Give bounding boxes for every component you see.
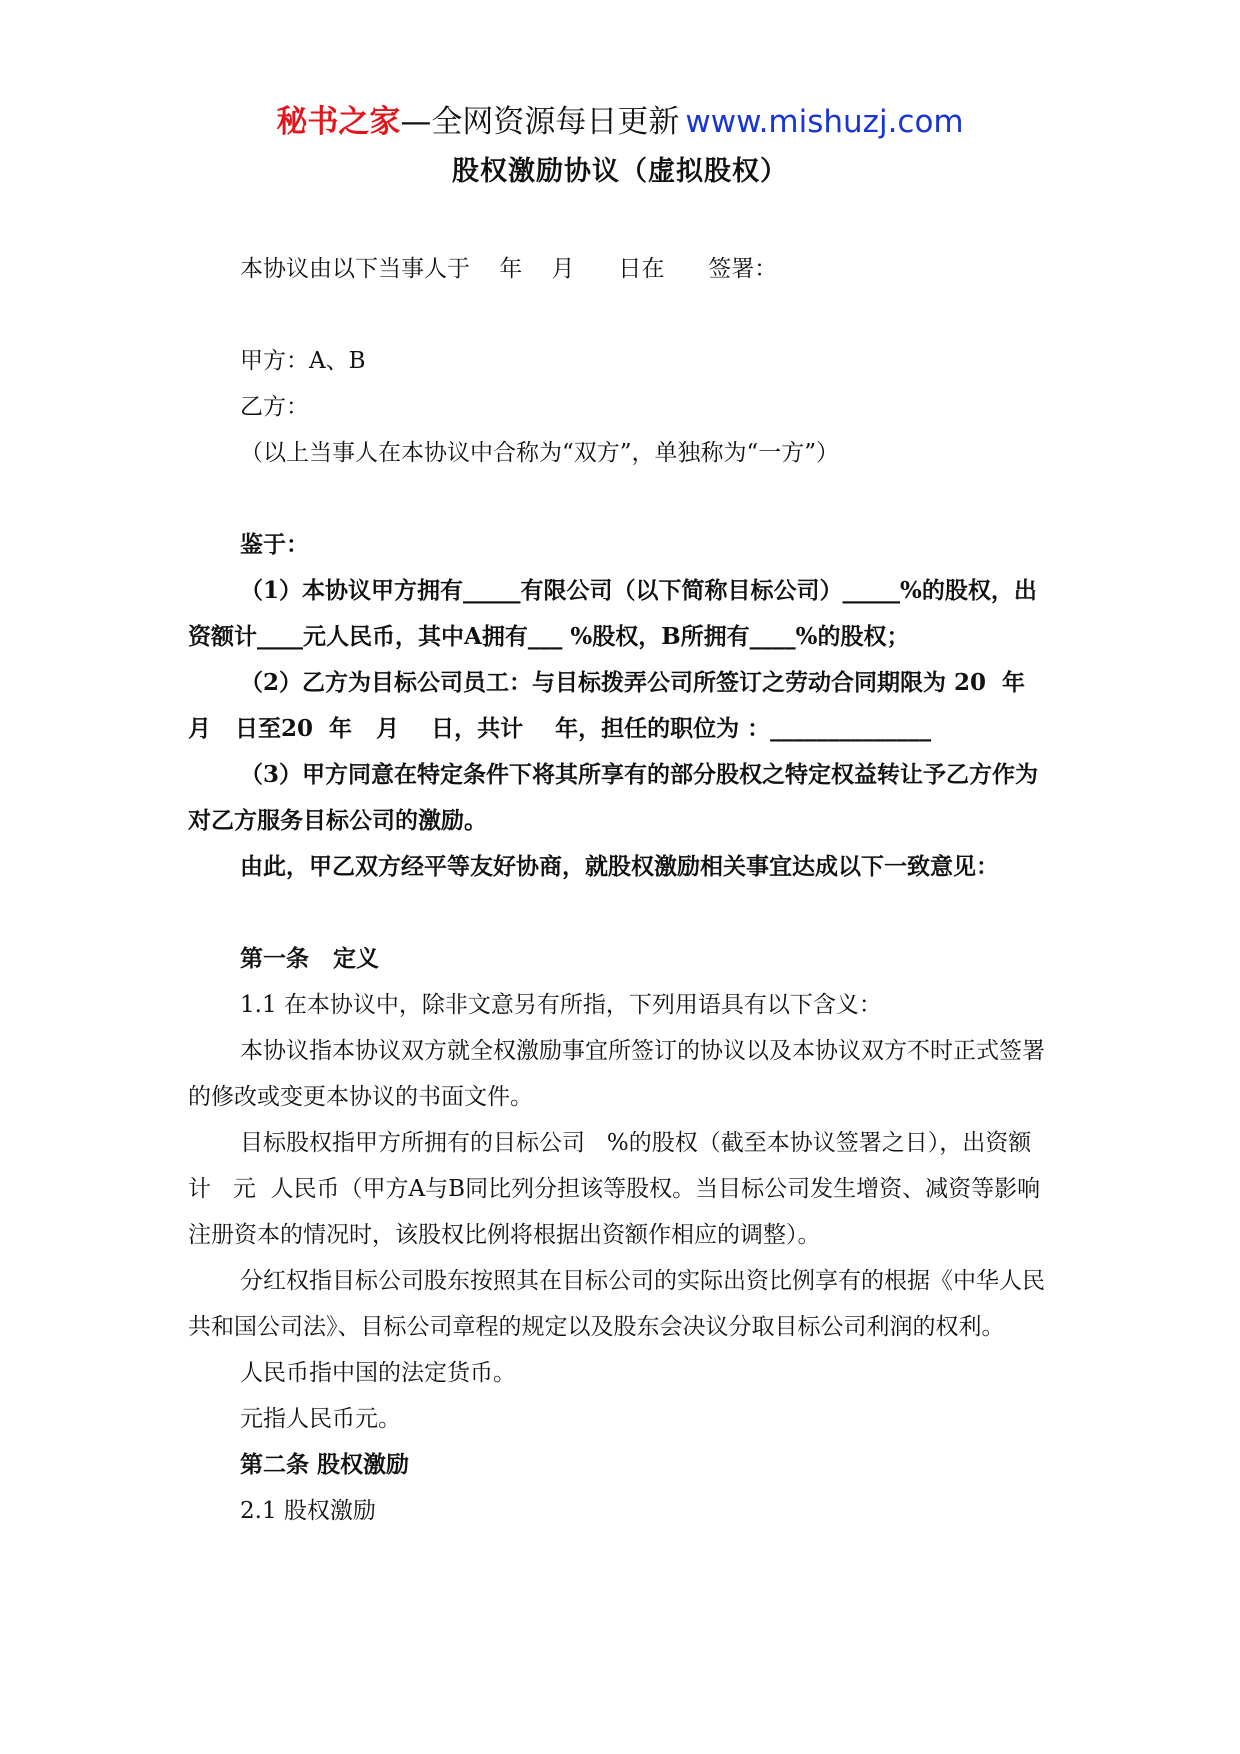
party-a-line: 甲方：A、B xyxy=(240,348,366,374)
whereas-item-3: （3）甲方同意在特定条件下将其所享有的部分股权之特定权益转让予乙方作为对乙方服务目标公司的激励。 xyxy=(188,761,1039,834)
intro-paragraph: 本协议由以下当事人于 年 月 日在 签署： xyxy=(240,256,778,282)
article-2-heading: 第二条 股权激励 xyxy=(240,1451,410,1478)
whereas-conclusion: 由此，甲乙双方经平等友好协商，就股权激励相关事宜达成以下一致意见： xyxy=(240,853,999,880)
definition-dividend-right: 分红权指目标公司股东按照其在目标公司的实际出资比例享有的根据《中华人民共和国公司法》、目标公司章程的规定以及股东会决议分取目标公司利润的权利。 xyxy=(188,1268,1045,1340)
whereas-item-1: （1）本协议甲方拥有_____有限公司（以下简称目标公司）_____%的股权，出资额计____元人民币，其中A拥有___ %股权，B所拥有____%的股权； xyxy=(188,577,1037,650)
spacer xyxy=(188,476,1050,522)
parties-note: （以上当事人在本协议中合称为“双方”，单独称为“一方”） xyxy=(240,440,840,466)
definition-agreement: 本协议指本协议双方就全权激励事宜所签订的协议以及本协议双方不时正式签署的修改或变更本协议的书面文件。 xyxy=(188,1038,1045,1110)
clause-2-1: 2.1 股权激励 xyxy=(240,1498,376,1524)
definition-rmb: 人民币指中国的法定货币。 xyxy=(240,1360,516,1386)
whereas-heading: 鉴于： xyxy=(240,531,309,558)
brand-name: 秘书之家 xyxy=(276,104,401,140)
article-1-heading: 第一条 定义 xyxy=(240,945,380,972)
clause-1-1: 1.1 在本协议中，除非文意另有所指，下列用语具有以下含义： xyxy=(240,992,882,1018)
spacer xyxy=(188,292,1050,338)
banner-slogan: —全网资源每日更新 xyxy=(400,104,680,140)
site-url-link[interactable]: www.mishuzj.com xyxy=(685,104,964,140)
document-body xyxy=(188,246,1050,1534)
party-b-line: 乙方： xyxy=(240,394,309,420)
definition-target-equity: 目标股权指甲方所拥有的目标公司 %的股权（截至本协议签署之日），出资额计 元 人民币（甲方A与B同比列分担该等股权。当目标公司发生增资、减资等影响注册资本的情况时，该股权比例将根据出资额作相应的调整）。 xyxy=(188,1130,1041,1248)
definition-yuan: 元指人民币元。 xyxy=(240,1406,401,1432)
spacer xyxy=(188,890,1050,936)
whereas-item-2: （2）乙方为目标公司员工：与目标拨弄公司所签订之劳动合同期限为 20 年 月 日至20 年 月 日，共计 年，担任的职位为 ：______________ xyxy=(188,669,1034,742)
document-title: 股权激励协议（虚拟股权） xyxy=(452,156,788,187)
site-banner xyxy=(0,102,1240,142)
